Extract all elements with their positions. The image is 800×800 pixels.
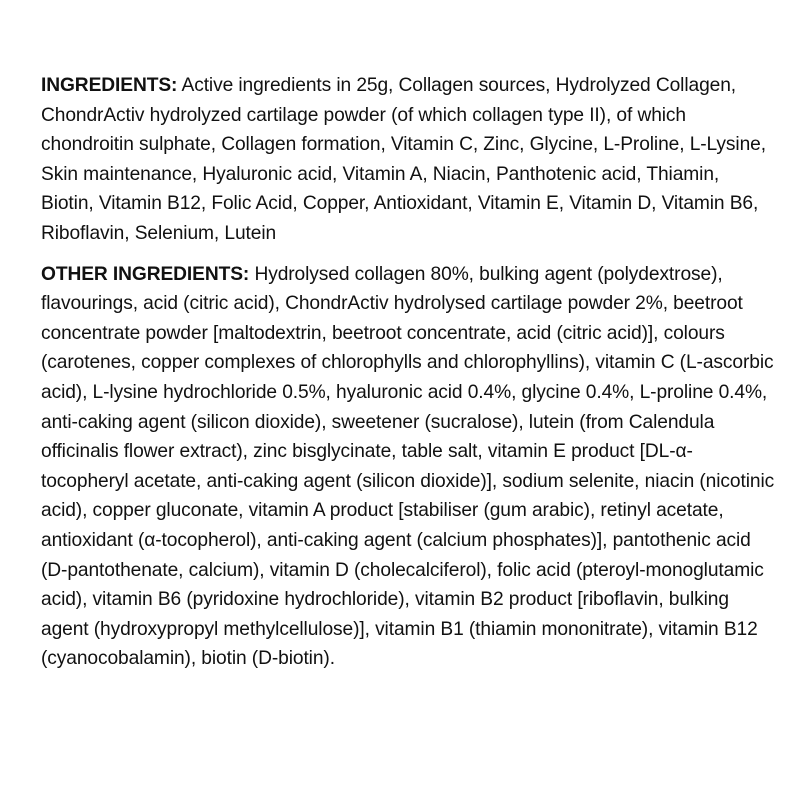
other-ingredients-label: OTHER INGREDIENTS: [41, 263, 250, 285]
ingredients-document [41, 71, 776, 674]
ingredients-label: INGREDIENTS: [41, 75, 178, 96]
ingredients-text: Active ingredients in 25g, Collagen sources, Hydrolyzed Collagen, ChondrActiv hydrolyzed cartilage powder (of which collagen type II), of which chondroitin sulphate, Collagen formation, Vitamin C, Zinc, Glycine, L-Proline, L-Lysine, Skin maintenance, Hyaluronic acid, Vitamin A, Niacin, Panthotenic acid, Thiamin, Biotin, Vitamin B12, Folic Acid, Copper, Antioxidant, Vitamin E, Vitamin D, Vitamin B6, Riboflavin, Selenium, Lutein [41, 75, 766, 244]
ingredients-paragraph [41, 71, 776, 249]
other-ingredients-paragraph [41, 260, 776, 674]
other-ingredients-text: Hydrolysed collagen 80%, bulking agent (polydextrose), flavourings, acid (citric acid), ChondrActiv hydrolysed cartilage powder 2%, beetroot concentrate powder [maltodextrin, beetroot concentrate, acid (citric acid)], colours (carotenes, copper complexes of chlorophylls and chlorophyllins), vitamin C (L-ascorbic acid), L-lysine hydrochloride 0.5%, hyaluronic acid 0.4%, glycine 0.4%, L-proline 0.4%, anti-caking agent (silicon dioxide), sweetener (sucralose), lutein (from Calendula officinalis flower extract), zinc bisglycinate, table salt, vitamin E product [DL-α-tocopheryl acetate, anti-caking agent (silicon dioxide)], sodium selenite, niacin (nicotinic acid), copper gluconate, vitamin A product [stabiliser (gum arabic), retinyl acetate, antioxidant (α-tocopherol), anti-caking agent (calcium phosphates)], pantothenic acid (D-pantothenate, calcium), vitamin D (cholecalciferol), folic acid (pteroyl-monoglutamic acid), vitamin B6 (pyridoxine hydrochloride), vitamin B2 product [riboflavin, bulking agent (hydroxypropyl methylcellulose)], vitamin B1 (thiamin mononitrate), vitamin B12 (cyanocobalamin), biotin (D-biotin). [41, 263, 775, 670]
